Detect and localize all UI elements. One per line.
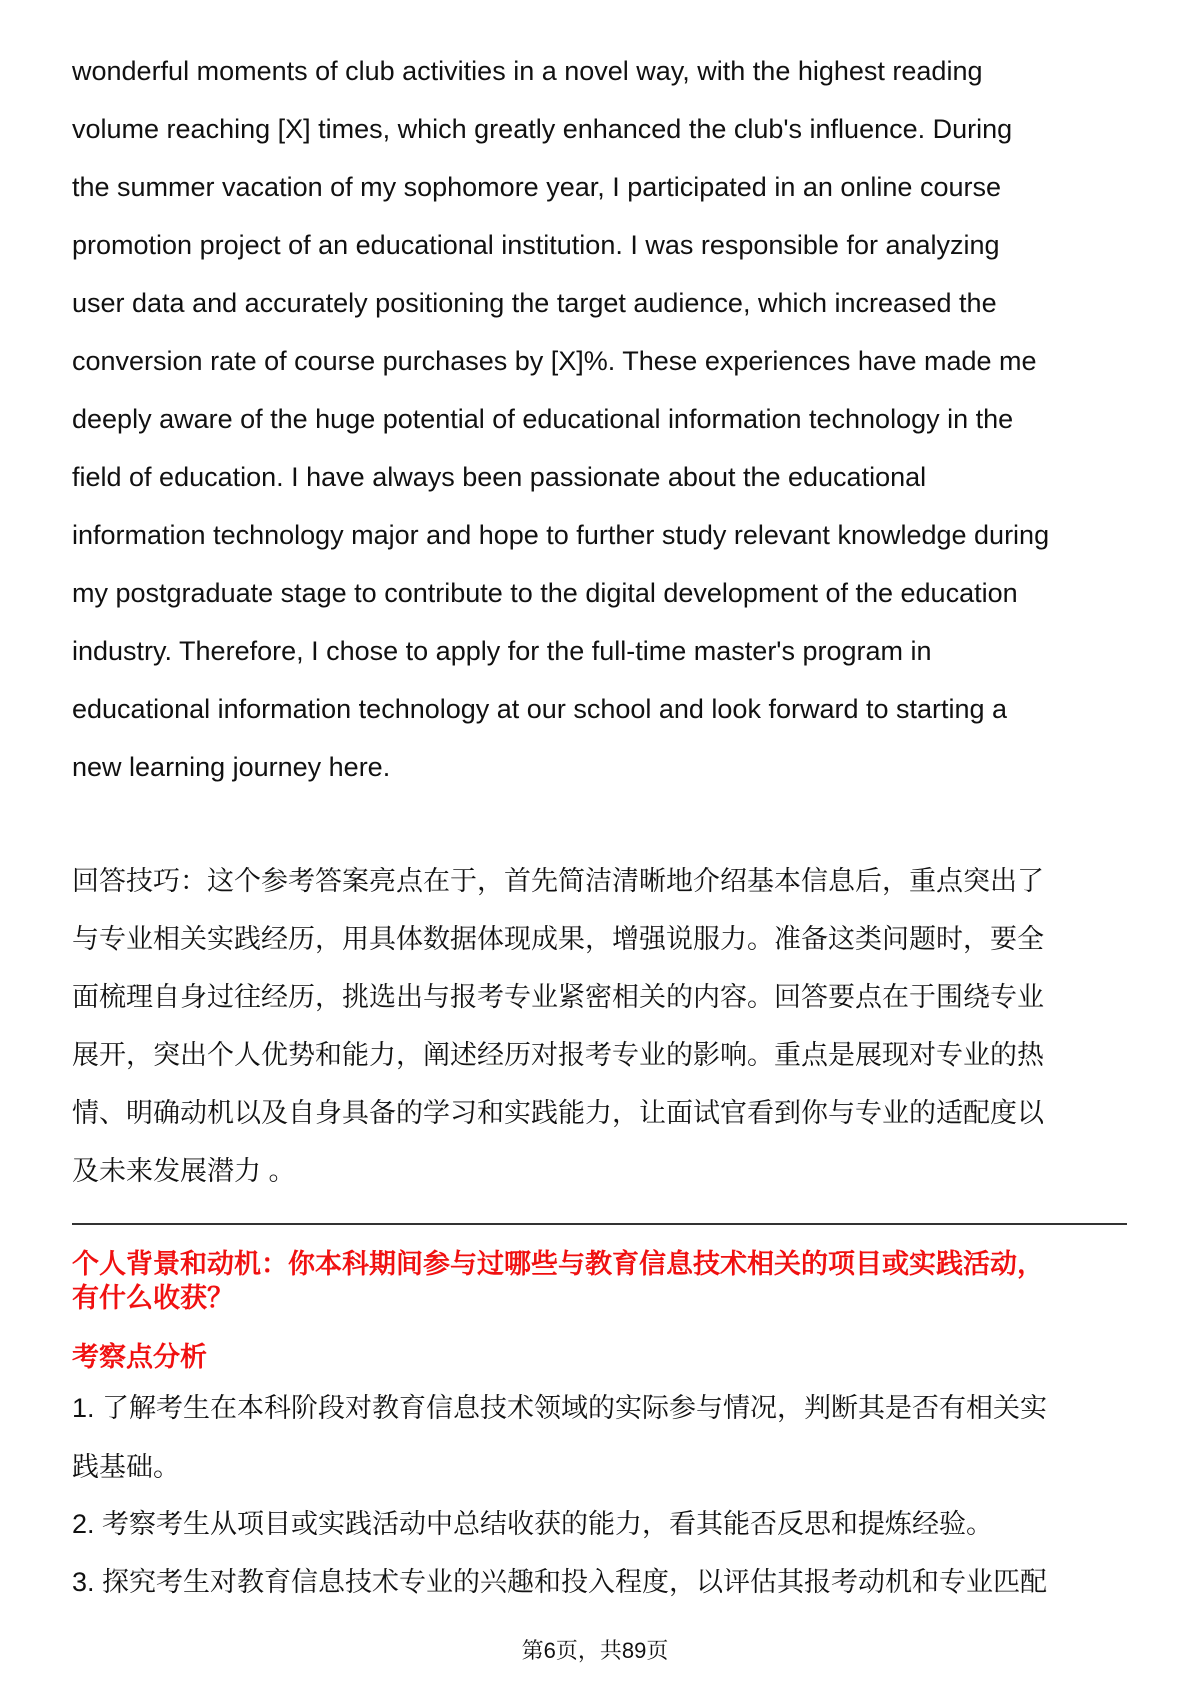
text-line: the summer vacation of my sophomore year, I participated in an online course <box>72 172 1001 202</box>
text-line: 面梳理自身过往经历，挑选出与报考专业紧密相关的内容。回答要点在于围绕专业 <box>72 982 1044 1012</box>
text-line: my postgraduate stage to contribute to the digital development of the education <box>72 578 1018 608</box>
text-line: 回答技巧：这个参考答案亮点在于，首先简洁清晰地介绍基本信息后，重点突出了 <box>72 866 1044 896</box>
text-line: wonderful moments of club activities in a novel way, with the highest reading <box>72 56 983 86</box>
text-line: volume reaching [X] times, which greatly enhanced the club's influence. During <box>72 114 1013 144</box>
text-line: deeply aware of the huge potential of educational information technology in the <box>72 404 1014 434</box>
text-line: 及未来发展潜力 。 <box>72 1156 296 1186</box>
list-item: 践基础。 <box>72 1452 180 1482</box>
list-item: 3. 探究考生对教育信息技术专业的兴趣和投入程度，以评估其报考动机和专业匹配 <box>72 1567 1048 1597</box>
question-line: 有什么收获？ <box>72 1283 234 1313</box>
text-line: educational information technology at our school and look forward to starting a <box>72 694 1008 724</box>
text-line: promotion project of an educational institution. I was responsible for analyzing <box>72 230 1000 260</box>
text-line: information technology major and hope to further study relevant knowledge during <box>72 520 1050 550</box>
list-item: 2. 考察考生从项目或实践活动中总结收获的能力，看其能否反思和提炼经验。 <box>72 1509 994 1539</box>
analysis-heading: 考察点分析 <box>72 1342 207 1372</box>
question-line: 个人背景和动机：你本科期间参与过哪些与教育信息技术相关的项目或实践活动， <box>72 1249 1044 1279</box>
list-item: 1. 了解考生在本科阶段对教育信息技术领域的实际参与情况，判断其是否有相关实 <box>72 1393 1048 1423</box>
text-line: 展开，突出个人优势和能力，阐述经历对报考专业的影响。重点是展现对专业的热 <box>72 1040 1044 1070</box>
text-line: new learning journey here. <box>72 752 391 782</box>
text-line: field of education. I have always been passionate about the educational <box>72 462 927 492</box>
divider <box>72 1223 1127 1225</box>
text-line: user data and accurately positioning the target audience, which increased the <box>72 288 997 318</box>
text-line: industry. Therefore, I chose to apply for the full-time master's program in <box>72 636 932 666</box>
text-line: 情、明确动机以及自身具备的学习和实践能力，让面试官看到你与专业的适配度以 <box>72 1098 1044 1128</box>
page-number: 第6页，共89页 <box>521 1638 669 1663</box>
text-line: 与专业相关实践经历，用具体数据体现成果，增强说服力。准备这类问题时，要全 <box>72 924 1044 954</box>
text-line: conversion rate of course purchases by [X]%. These experiences have made me <box>72 346 1037 376</box>
